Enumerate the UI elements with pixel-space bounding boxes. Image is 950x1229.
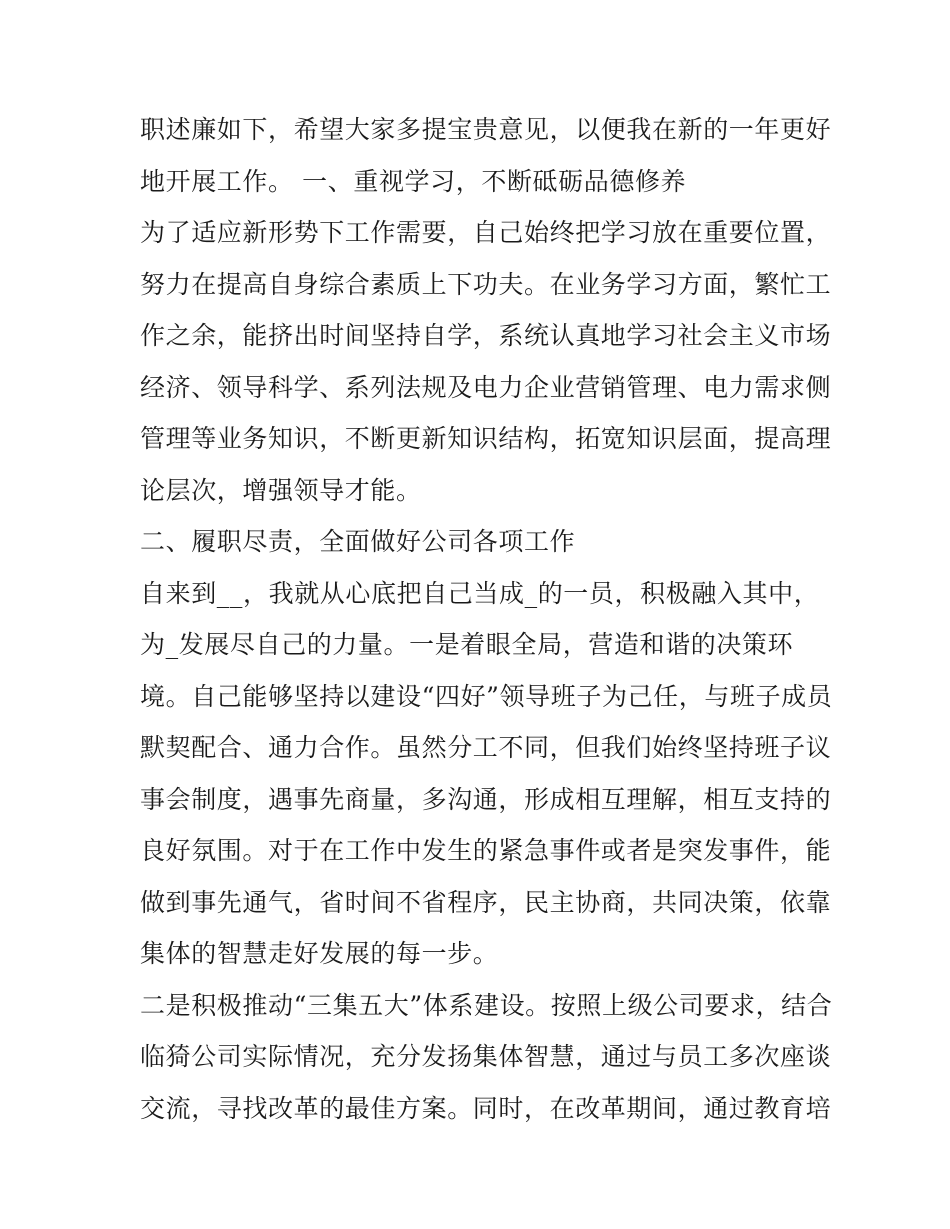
text-line: 论层次，增强领导才能。 xyxy=(140,475,422,505)
text-line: 为_发展尽自己的力量。一是着眼全局，营造和谐的决策环 xyxy=(140,630,794,659)
text-line: 临猗公司实际情况，充分发扬集体智慧，通过与员工多次座谈 xyxy=(140,1042,832,1071)
text-line: 自来到__，我就从心底把自己当成_的一员，积极融入其中， xyxy=(140,578,820,608)
text-line: 作之余，能挤出时间坚持自学，系统认真地学习社会主义市场 xyxy=(140,321,832,350)
text-line: 努力在提高自身综合素质上下功夫。在业务学习方面，繁忙工 xyxy=(140,269,832,299)
text-line: 默契配合、通力合作。虽然分工不同，但我们始终坚持班子议 xyxy=(140,733,832,762)
text-line: 境。自己能够坚持以建设“四好”领导班子为己任，与班子成员 xyxy=(140,681,833,711)
section-heading: 二、履职尽责，全面做好公司各项工作 xyxy=(140,527,576,556)
document-body xyxy=(140,104,833,1134)
text-line: 集体的智慧走好发展的每一步。 xyxy=(140,939,499,968)
text-line: 二是积极推动“三集五大”体系建设。按照上级公司要求，结合 xyxy=(140,990,833,1020)
text-line: 管理等业务知识，不断更新知识结构，拓宽知识层面，提高理 xyxy=(140,424,832,453)
text-line: 做到事先通气，省时间不省程序，民主协商，共同决策，依靠 xyxy=(140,887,832,917)
text-line: 职述廉如下，希望大家多提宝贵意见，以便我在新的一年更好 xyxy=(140,115,832,144)
text-line: 地开展工作。 一、重视学习，不断砥砺品德修养 xyxy=(140,166,687,196)
text-line: 经济、领导科学、系列法规及电力企业营销管理、电力需求侧 xyxy=(140,372,832,402)
text-line: 为了适应新形势下工作需要，自己始终把学习放在重要位置， xyxy=(140,218,832,247)
text-line: 良好氛围。对于在工作中发生的紧急事件或者是突发事件，能 xyxy=(140,836,832,865)
text-line: 交流，寻找改革的最佳方案。同时，在改革期间，通过教育培 xyxy=(140,1093,832,1123)
text-line: 事会制度，遇事先商量，多沟通，形成相互理解，相互支持的 xyxy=(140,784,832,814)
